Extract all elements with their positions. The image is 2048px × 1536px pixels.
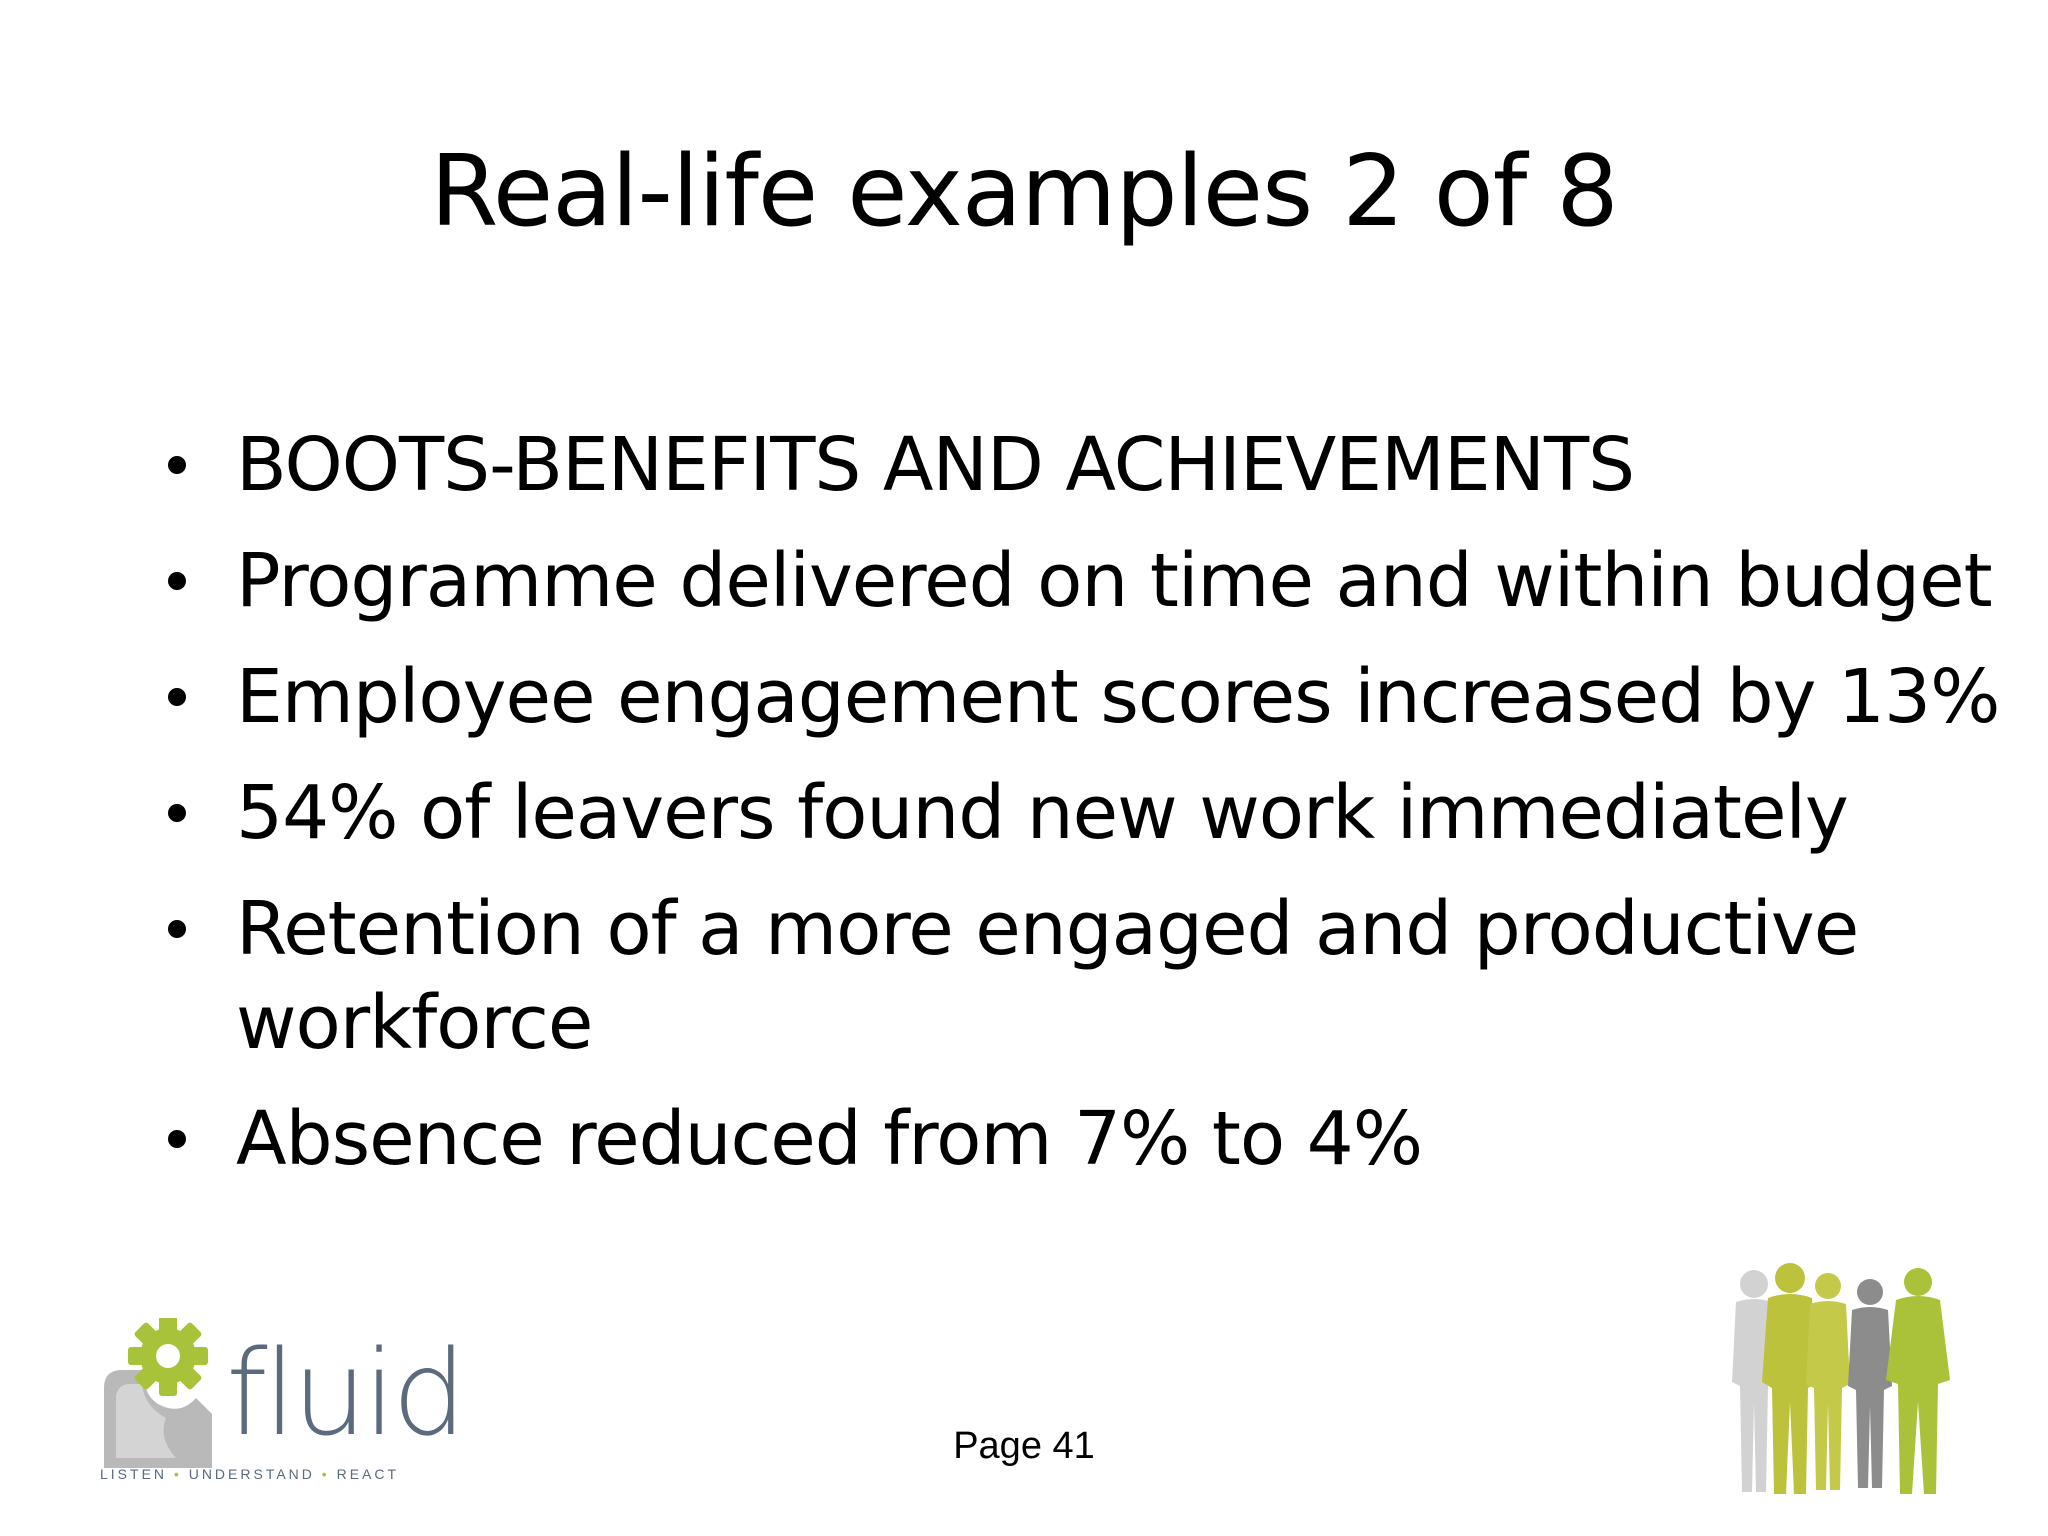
bullet-icon	[168, 688, 186, 706]
tagline-word: UNDERSTAND	[188, 1466, 315, 1482]
slide-title: Real-life examples 2 of 8	[430, 135, 1618, 249]
bullet-text: BOOTS-BENEFITS AND ACHIEVEMENTS	[236, 422, 1635, 508]
tagline-word: REACT	[336, 1466, 400, 1482]
page-number: Page 41	[953, 1425, 1095, 1467]
logo-word: fluid	[226, 1324, 463, 1462]
bullet-list	[160, 418, 2000, 1208]
bullet-item	[160, 534, 2000, 628]
bullet-item	[160, 1092, 2000, 1186]
bullet-item	[160, 418, 2000, 512]
tagline-separator: •	[173, 1466, 182, 1482]
bullet-item	[160, 882, 2000, 1070]
bullet-icon	[168, 1130, 186, 1148]
bullet-text: 54% of leavers found new work immediately	[236, 770, 1848, 856]
bullet-text: Programme delivered on time and within budget	[236, 538, 1992, 624]
bullet-icon	[168, 456, 186, 474]
tagline-word: LISTEN	[100, 1466, 168, 1482]
bullet-text: Retention of a more engaged and productive workforce	[236, 886, 1859, 1066]
people-group-icon	[1724, 1262, 1964, 1498]
bullet-text: Employee engagement scores increased by 13%	[236, 654, 2000, 740]
bullet-item	[160, 650, 2000, 744]
bullet-icon	[168, 920, 186, 938]
tagline-separator: •	[321, 1466, 330, 1482]
bullet-text: Absence reduced from 7% to 4%	[236, 1096, 1423, 1182]
logo-tagline	[100, 1466, 399, 1482]
bullet-item	[160, 766, 2000, 860]
bullet-icon	[168, 804, 186, 822]
bullet-icon	[168, 572, 186, 590]
